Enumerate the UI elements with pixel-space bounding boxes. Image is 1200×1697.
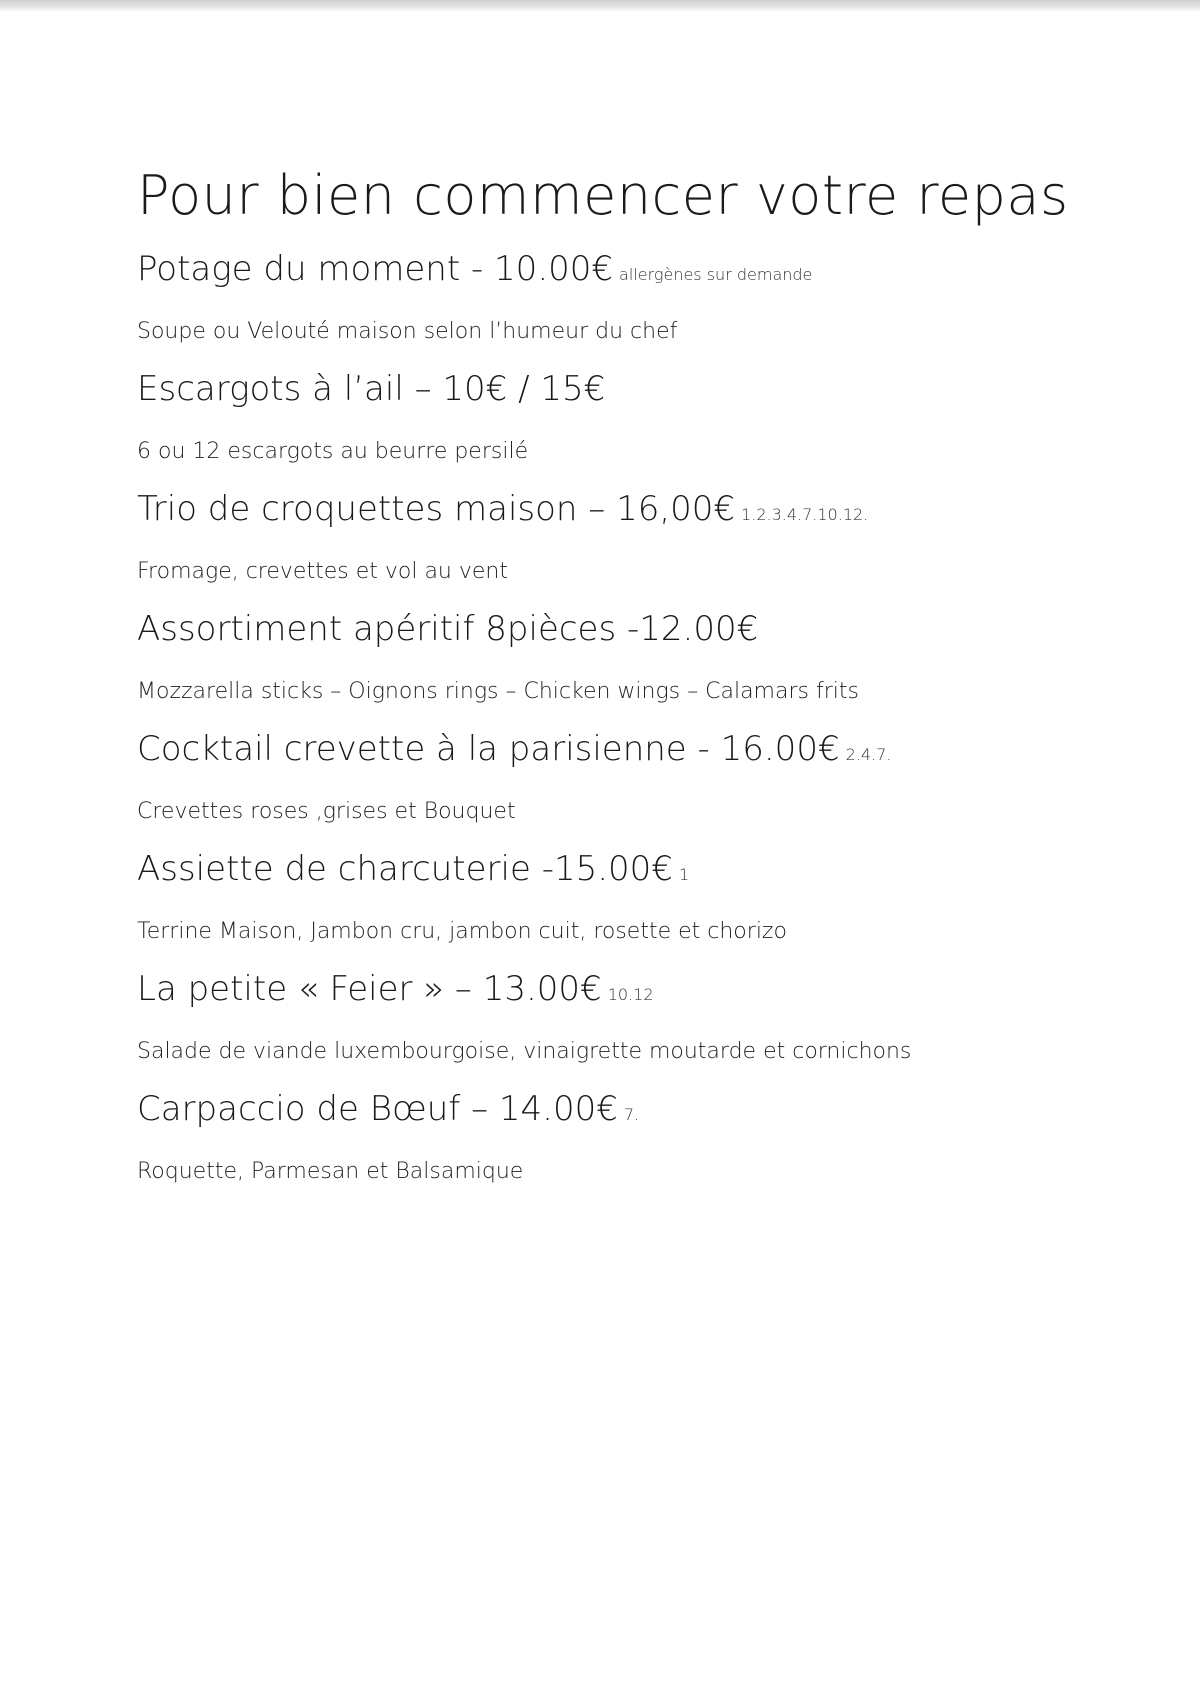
item-name-price: Potage du moment - 10.00€	[137, 249, 614, 289]
item-heading	[137, 360, 1137, 424]
item-heading	[137, 600, 1137, 664]
menu-item	[137, 480, 1137, 600]
item-name-price: Carpaccio de Bœuf – 14.00€	[137, 1089, 618, 1129]
menu-item	[137, 840, 1137, 960]
menu-page	[137, 152, 1137, 1200]
item-name-price: Cocktail crevette à la parisienne - 16.00€	[137, 729, 840, 769]
item-description: Terrine Maison, Jambon cru, jambon cuit, rosette et chorizo	[137, 919, 787, 944]
item-name-price: Trio de croquettes maison – 16,00€	[137, 489, 736, 529]
page-title: Pour bien commencer votre repas	[137, 164, 1069, 227]
allergen-codes: 7.	[623, 1105, 640, 1124]
allergen-codes: 1	[678, 865, 690, 884]
allergen-codes: 1.2.3.4.7.10.12.	[741, 505, 869, 524]
allergen-codes: allergènes sur demande	[619, 265, 813, 284]
item-name-price: Assiette de charcuterie -15.00€	[137, 849, 673, 889]
item-heading	[137, 240, 1137, 304]
menu-item	[137, 1080, 1137, 1200]
item-description: Fromage, crevettes et vol au vent	[137, 559, 508, 584]
item-description: Salade de viande luxembourgoise, vinaigrette moutarde et cornichons	[137, 1039, 912, 1064]
menu-item	[137, 720, 1137, 840]
item-heading	[137, 720, 1137, 784]
menu-item	[137, 960, 1137, 1080]
item-name-price: Escargots à l’ail – 10€ / 15€	[137, 369, 606, 409]
item-description: Roquette, Parmesan et Balsamique	[137, 1159, 524, 1184]
top-shadow	[0, 0, 1200, 12]
item-description: Crevettes roses ,grises et Bouquet	[137, 799, 516, 824]
item-heading	[137, 960, 1137, 1024]
menu-item	[137, 360, 1137, 480]
item-name-price: La petite « Feier » – 13.00€	[137, 969, 602, 1009]
item-description: Soupe ou Velouté maison selon l’humeur du chef	[137, 319, 678, 344]
menu-item	[137, 600, 1137, 720]
item-heading	[137, 840, 1137, 904]
menu-item	[137, 240, 1137, 360]
item-heading	[137, 480, 1137, 544]
item-description: Mozzarella sticks – Oignons rings – Chicken wings – Calamars frits	[137, 679, 859, 704]
allergen-codes: 2.4.7.	[845, 745, 892, 764]
item-name-price: Assortiment apéritif 8pièces -12.00€	[137, 609, 759, 649]
allergen-codes: 10.12	[607, 985, 654, 1004]
item-heading	[137, 1080, 1137, 1144]
item-description: 6 ou 12 escargots au beurre persilé	[137, 439, 529, 464]
